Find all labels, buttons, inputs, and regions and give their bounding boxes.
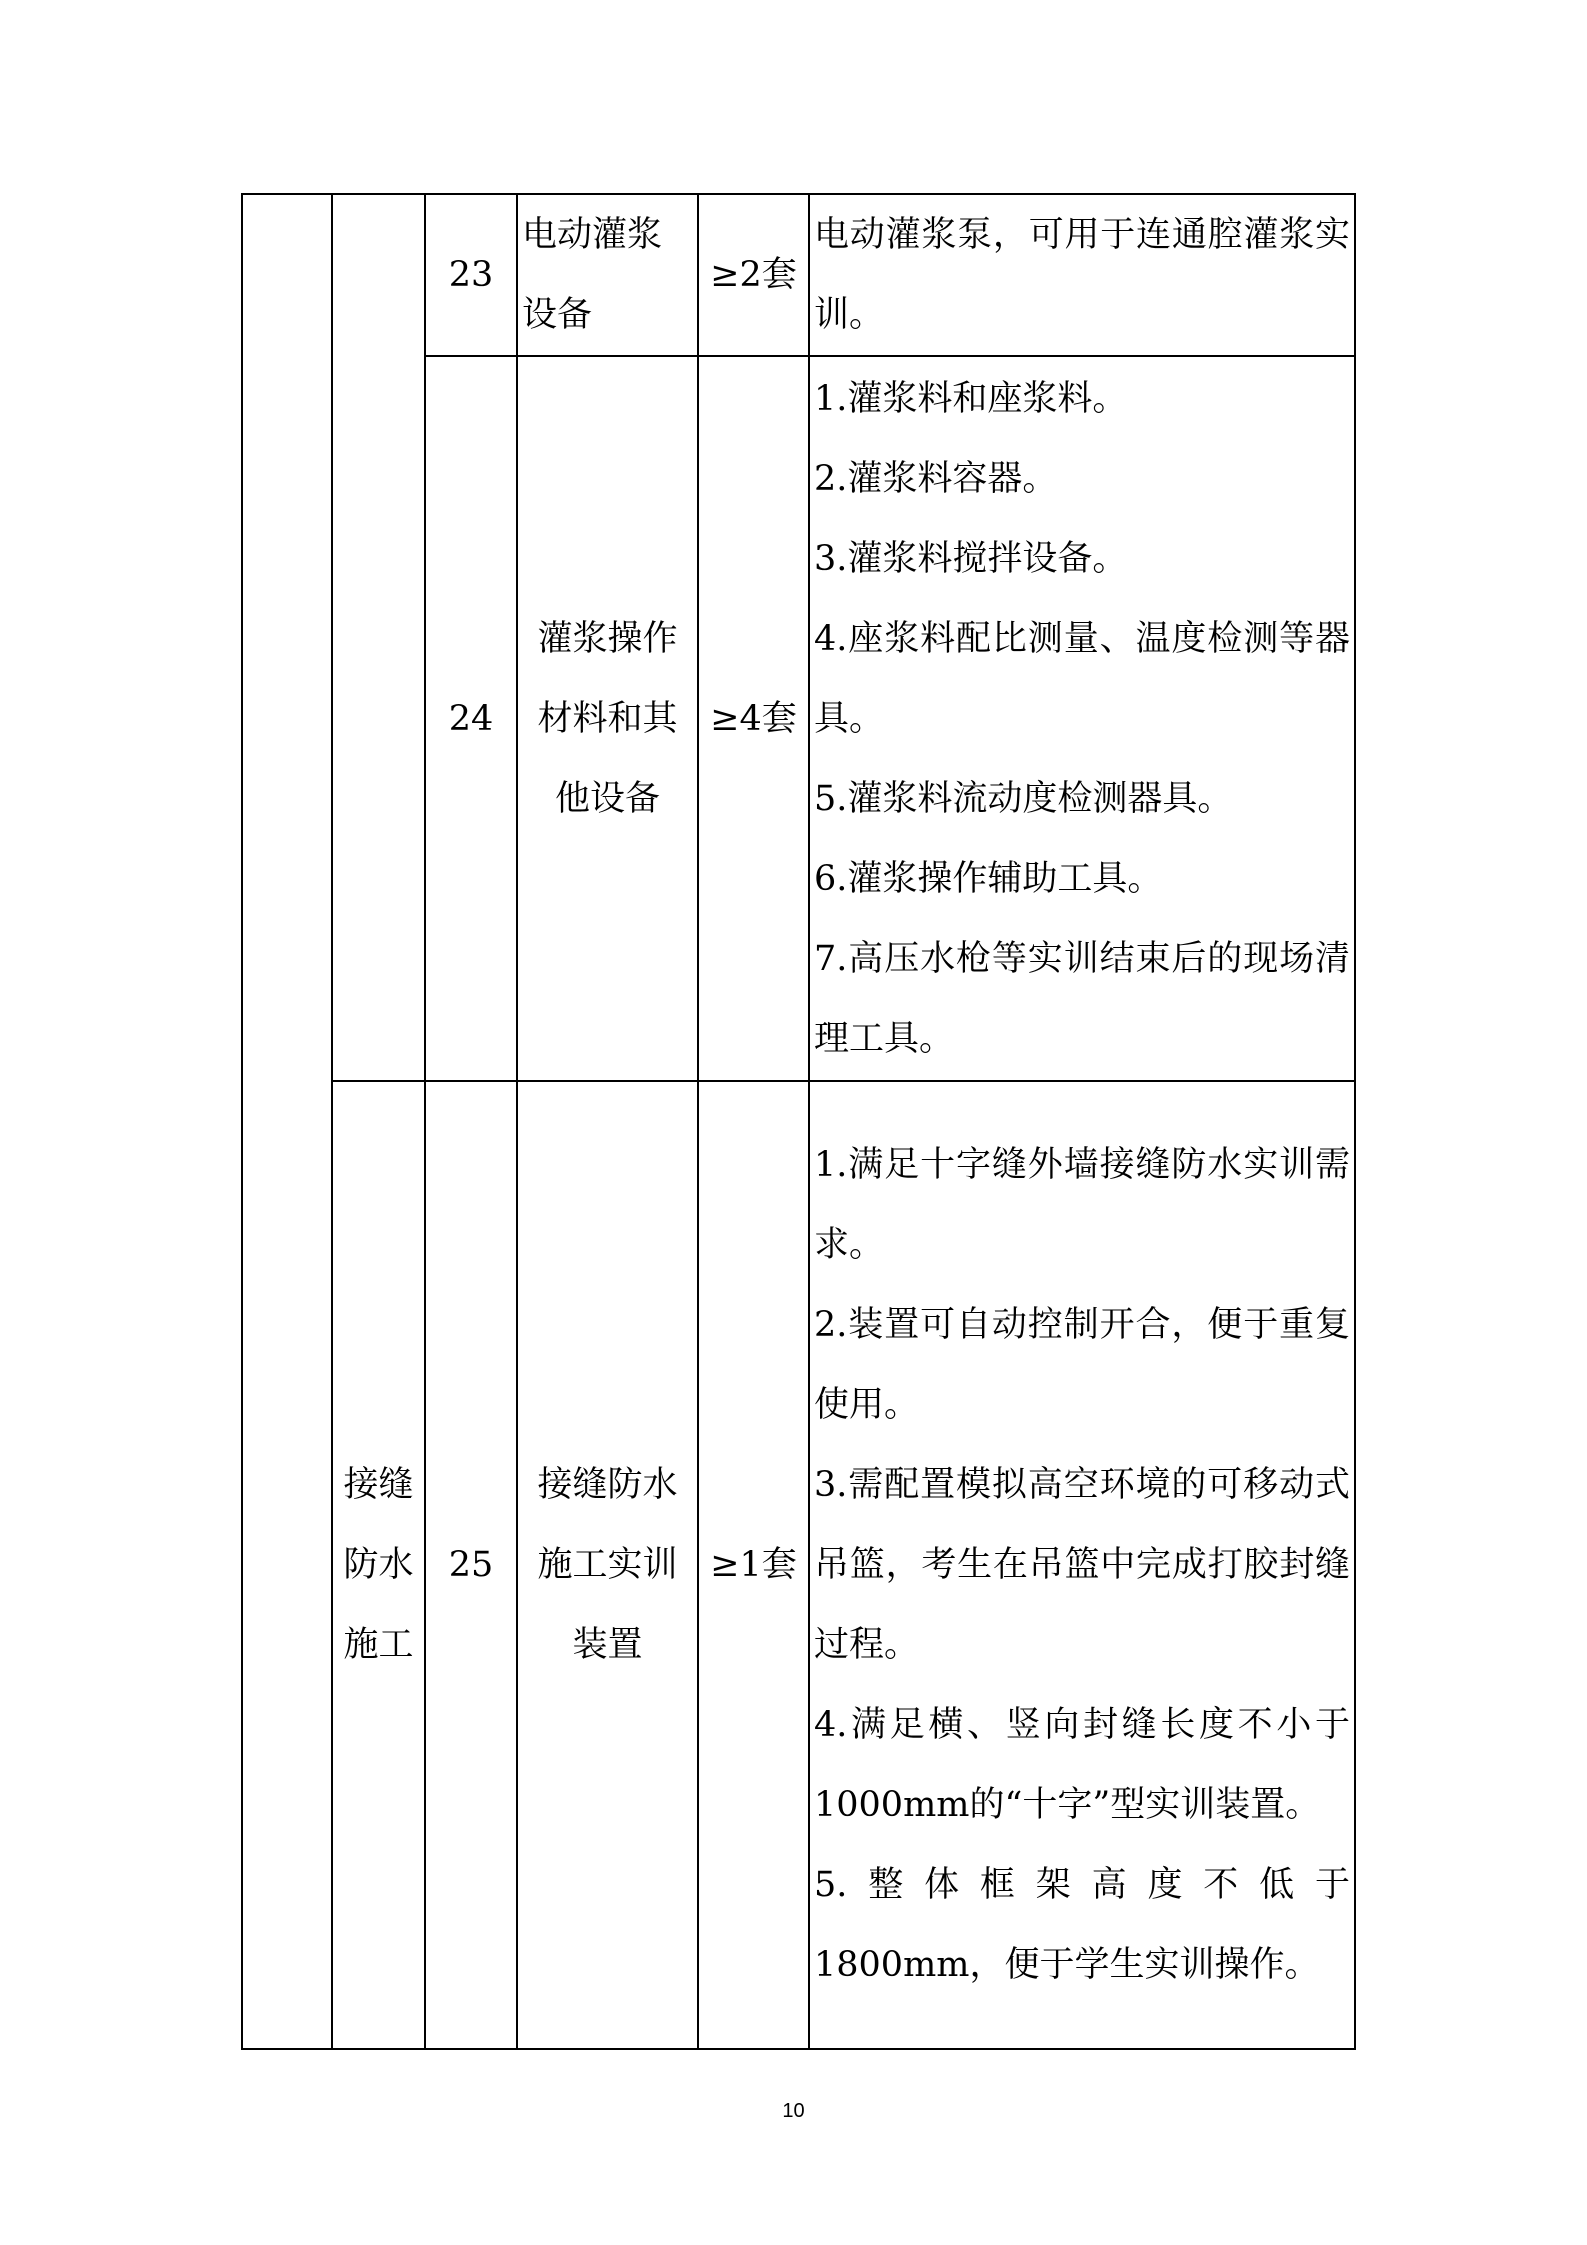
description-line: 2.灌浆料容器。 bbox=[814, 458, 1058, 499]
description-line: 7.高压水枪等实训结束后的现场清理工具。 bbox=[814, 938, 1350, 1059]
page-number: 10 bbox=[782, 2100, 805, 2122]
table-row bbox=[242, 1081, 1355, 2049]
item-name: 电动灌浆设备 bbox=[517, 194, 698, 356]
description-line: 电动灌浆泵，可用于连通腔灌浆实训。 bbox=[814, 215, 1350, 335]
equipment-table bbox=[241, 193, 1356, 2050]
item-description bbox=[809, 356, 1355, 1081]
description-line: 3.需配置模拟高空环境的可移动式吊篮，考生在吊篮中完成打胶封缝过程。 bbox=[814, 1465, 1350, 1665]
description-line: 2.装置可自动控制开合，便于重复使用。 bbox=[814, 1305, 1350, 1425]
description-line: 6.灌浆操作辅助工具。 bbox=[814, 858, 1163, 899]
item-number: 24 bbox=[425, 356, 517, 1081]
description-line: 1.满足十字缝外墙接缝防水实训需求。 bbox=[814, 1145, 1350, 1265]
category-cell: 接缝防水施工 bbox=[332, 1081, 425, 2049]
description-line: 4.满足横、竖向封缝长度不小于1000mm的“十字”型实训装置。 bbox=[814, 1705, 1350, 1825]
description-line: 5.灌浆料流动度检测器具。 bbox=[814, 778, 1233, 819]
item-description bbox=[809, 1081, 1355, 2049]
description-line: 1.灌浆料和座浆料。 bbox=[814, 378, 1128, 419]
blank-column-cell bbox=[242, 194, 332, 2049]
item-name: 灌浆操作材料和其他设备 bbox=[517, 356, 698, 1081]
description-line: 3.灌浆料搅拌设备。 bbox=[814, 538, 1128, 579]
category-cell-empty bbox=[332, 194, 425, 1081]
description-line: 4.座浆料配比测量、温度检测等器具。 bbox=[814, 618, 1350, 739]
table-row bbox=[242, 194, 1355, 356]
item-number: 25 bbox=[425, 1081, 517, 2049]
item-description bbox=[809, 194, 1355, 356]
item-number: 23 bbox=[425, 194, 517, 356]
item-quantity: ≥1套 bbox=[698, 1081, 809, 2049]
item-quantity: ≥4套 bbox=[698, 356, 809, 1081]
description-line: 5.整体框架高度不低于1800mm，便于学生实训操作。 bbox=[814, 1865, 1350, 1985]
item-quantity: ≥2套 bbox=[698, 194, 809, 356]
item-name: 接缝防水施工实训装置 bbox=[517, 1081, 698, 2049]
